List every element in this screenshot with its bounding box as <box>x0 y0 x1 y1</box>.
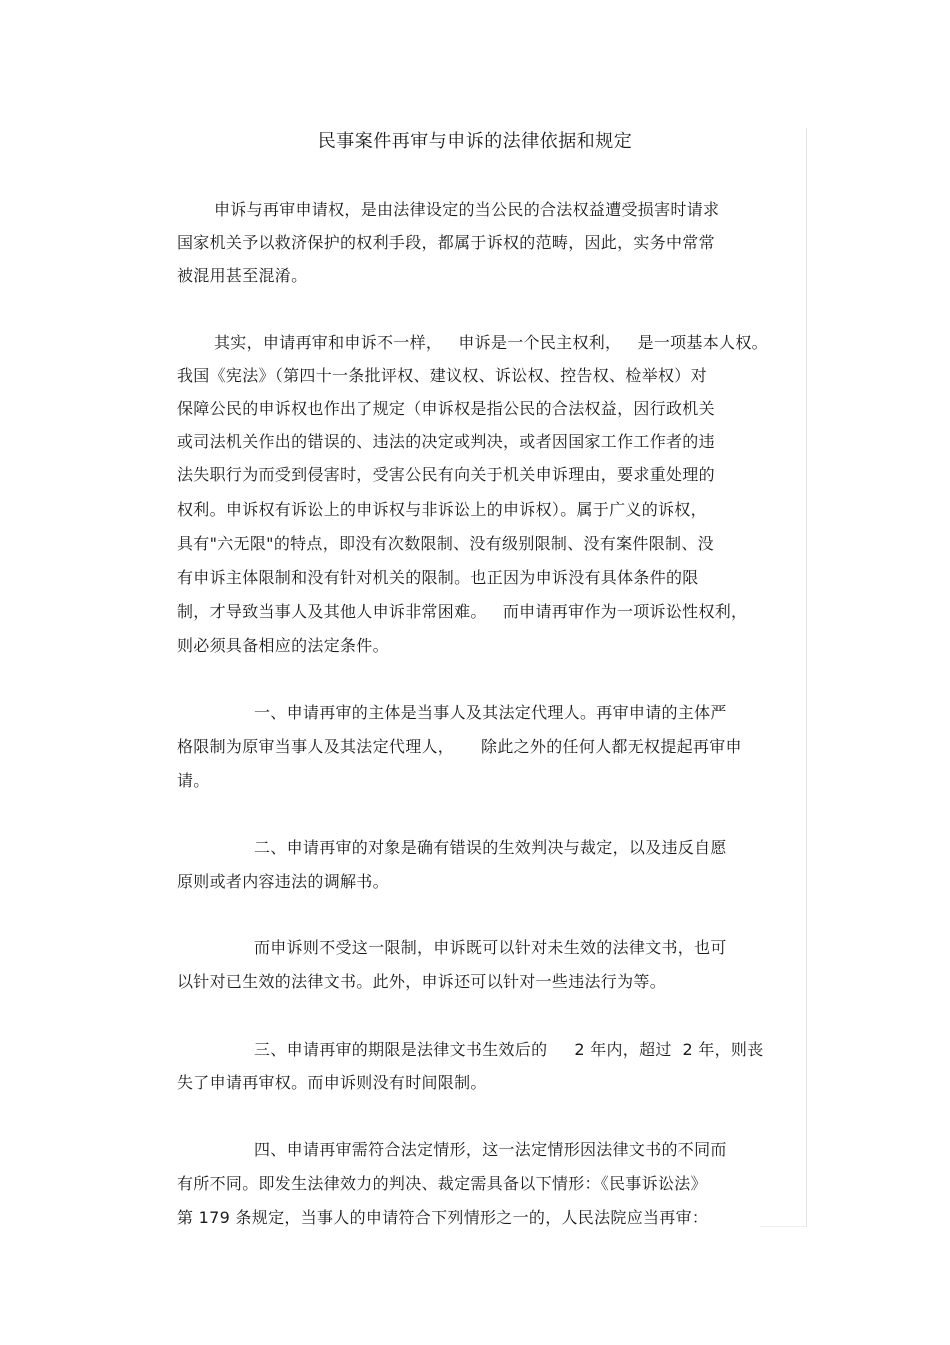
paragraph-line: 有申诉主体限制和没有针对机关的限制。也正因为申诉没有具体条件的限 <box>177 568 699 587</box>
document-title: 民事案件再审与申诉的法律依据和规定 <box>317 131 633 152</box>
paragraph-line: 保障公民的申诉权也作出了规定（申诉权是指公民的合法权益，因行政机关 <box>177 399 715 418</box>
paragraph-line: 失了申请再审权。而申诉则没有时间限制。 <box>177 1073 487 1092</box>
paragraph-line: 四、申请再审需符合法定情形，这一法定情形因法律文书的不同而 <box>254 1140 727 1159</box>
paragraph-line: 其实，申请再审和申诉不一样， 申诉是一个民主权利， 是一项基本人权。 <box>214 333 768 352</box>
paragraph-line: 二、申请再审的对象是确有错误的生效判决与裁定，以及违反自愿 <box>254 838 727 857</box>
paragraph-line: 国家机关予以救济保护的权利手段，都属于诉权的范畴，因此，实务中常常 <box>177 233 715 252</box>
paragraph-line: 或司法机关作出的错误的、违法的决定或判决，或者因国家工作工作者的违 <box>177 432 715 451</box>
paragraph-line: 被混用甚至混淆。 <box>177 266 308 285</box>
paragraph-line: 权利。申诉权有诉讼上的申诉权与非诉讼上的申诉权）。属于广义的诉权， <box>177 500 707 519</box>
page-bottom-divider <box>760 1226 807 1227</box>
paragraph-line: 三、申请再审的期限是法律文书生效后的 2 年内，超过 2 年，则丧 <box>254 1040 764 1059</box>
paragraph-line: 一、申请再审的主体是当事人及其法定代理人。再审申请的主体严 <box>254 703 727 722</box>
paragraph-line: 而申诉则不受这一限制，申诉既可以针对未生效的法律文书，也可 <box>254 938 727 957</box>
paragraph-line: 第 179 条规定，当事人的申请符合下列情形之一的，人民法院应当再审： <box>177 1208 709 1227</box>
paragraph-line: 申诉与再审申请权，是由法律设定的当公民的合法权益遭受损害时请求 <box>214 200 720 219</box>
paragraph-line: 我国《宪法》（第四十一条批评权、建议权、诉讼权、控告权、检举权）对 <box>177 366 707 385</box>
paragraph-line: 法失职行为而受到侵害时，受害公民有向关于机关申诉理由，要求重处理的 <box>177 465 715 484</box>
paragraph-line: 则必须具备相应的法定条件。 <box>177 636 389 655</box>
paragraph-line: 格限制为原审当事人及其法定代理人， 除此之外的任何人都无权提起再审申 <box>177 737 742 756</box>
paragraph-line: 请。 <box>177 771 210 790</box>
paragraph-line: 有所不同。即发生法律效力的判决、裁定需具备以下情形：《民事诉讼法》 <box>177 1174 707 1193</box>
paragraph-line: 具有"六无限"的特点，即没有次数限制、没有级别限制、没有案件限制、没 <box>177 534 714 553</box>
page-edge-divider <box>806 128 807 1226</box>
paragraph-line: 原则或者内容违法的调解书。 <box>177 872 389 891</box>
paragraph-line: 以针对已生效的法律文书。此外，申诉还可以针对一些违法行为等。 <box>177 972 667 991</box>
paragraph-line: 制，才导致当事人及其他人申诉非常困难。 而申请再审作为一项诉讼性权利， <box>177 602 748 621</box>
